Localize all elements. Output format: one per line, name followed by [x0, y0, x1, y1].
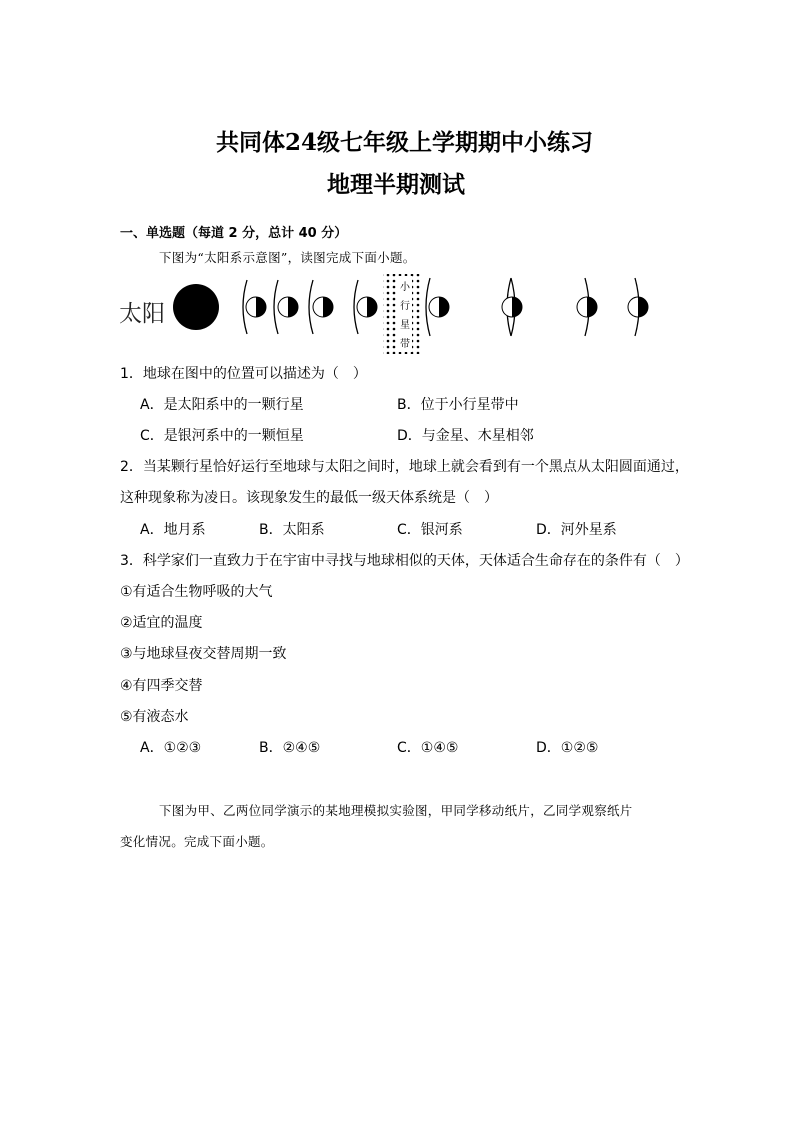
question-1-stem: 1．地球在图中的位置可以描述为（ ）	[120, 366, 367, 382]
page-subtitle: 地理半期测试	[327, 171, 465, 198]
planet-venus	[274, 280, 298, 334]
asteroid-belt-label: 小 行 星 带	[400, 282, 410, 350]
question-3-item-1: ①有适合生物呼吸的大气	[120, 584, 273, 600]
page-title: 共同体24级七年级上学期期中小练习	[216, 129, 594, 156]
question-2-stem-line1: 2．当某颗行星恰好运行至地球与太阳之间时，地球上就会看到有一个黑点从太阳圆面通过，	[120, 459, 689, 475]
question-3-option-d[interactable]: D．①②⑤	[536, 740, 599, 756]
question-2-option-d[interactable]: D．河外星系	[536, 522, 617, 538]
section-heading: 一、单选题（每道 2 分，总计 40 分）	[120, 226, 348, 241]
question-3-item-4: ④有四季交替	[120, 678, 203, 694]
question-2-option-c[interactable]: C．银河系	[397, 522, 463, 538]
planet-earth	[309, 280, 333, 334]
question-2-stem-line2: 这种现象称为凌日。该现象发生的最低一级天体系统是（ ）	[120, 490, 498, 506]
question-3-item-3: ③与地球昼夜交替周期一致	[120, 646, 287, 662]
question-1-option-a[interactable]: A．是太阳系中的一颗行星	[140, 397, 304, 413]
group-intro: 下图为“太阳系示意图”，读图完成下面小题。	[159, 250, 416, 265]
question-3-option-c[interactable]: C．①④⑤	[397, 740, 459, 756]
planet-saturn	[502, 278, 522, 336]
question-3-item-5: ⑤有液态水	[120, 709, 189, 725]
sun-disk	[173, 284, 219, 330]
question-3-option-a[interactable]: A．①②③	[140, 740, 202, 756]
planet-mercury	[243, 280, 266, 334]
planet-mars	[354, 280, 377, 334]
question-3-option-b[interactable]: B．②④⑤	[259, 740, 321, 756]
question-3-stem: 3．科学家们一直致力于在宇宙中寻找与地球相似的天体，天体适合生命存在的条件有（ ）	[120, 553, 689, 569]
solar-system-figure	[115, 272, 660, 358]
solar-system-diagram	[115, 272, 660, 358]
question-2-option-a[interactable]: A．地月系	[140, 522, 206, 538]
question-2-option-b[interactable]: B．太阳系	[259, 522, 325, 538]
group-2-intro-line2: 变化情况。完成下面小题。	[120, 834, 274, 849]
planet-uranus	[577, 278, 597, 336]
question-1-option-b[interactable]: B．位于小行星带中	[397, 397, 519, 413]
question-3-item-2: ②适宜的温度	[120, 615, 203, 631]
planet-neptune	[628, 278, 648, 336]
group-2-intro-line1: 下图为甲、乙两位同学演示的某地理模拟实验图，甲同学移动纸片，乙同学观察纸片	[159, 803, 633, 818]
planet-jupiter	[426, 278, 449, 336]
sun-label: 太阳	[119, 301, 165, 327]
question-1-option-c[interactable]: C．是银河系中的一颗恒星	[140, 428, 304, 444]
question-1-option-d[interactable]: D．与金星、木星相邻	[397, 428, 534, 444]
